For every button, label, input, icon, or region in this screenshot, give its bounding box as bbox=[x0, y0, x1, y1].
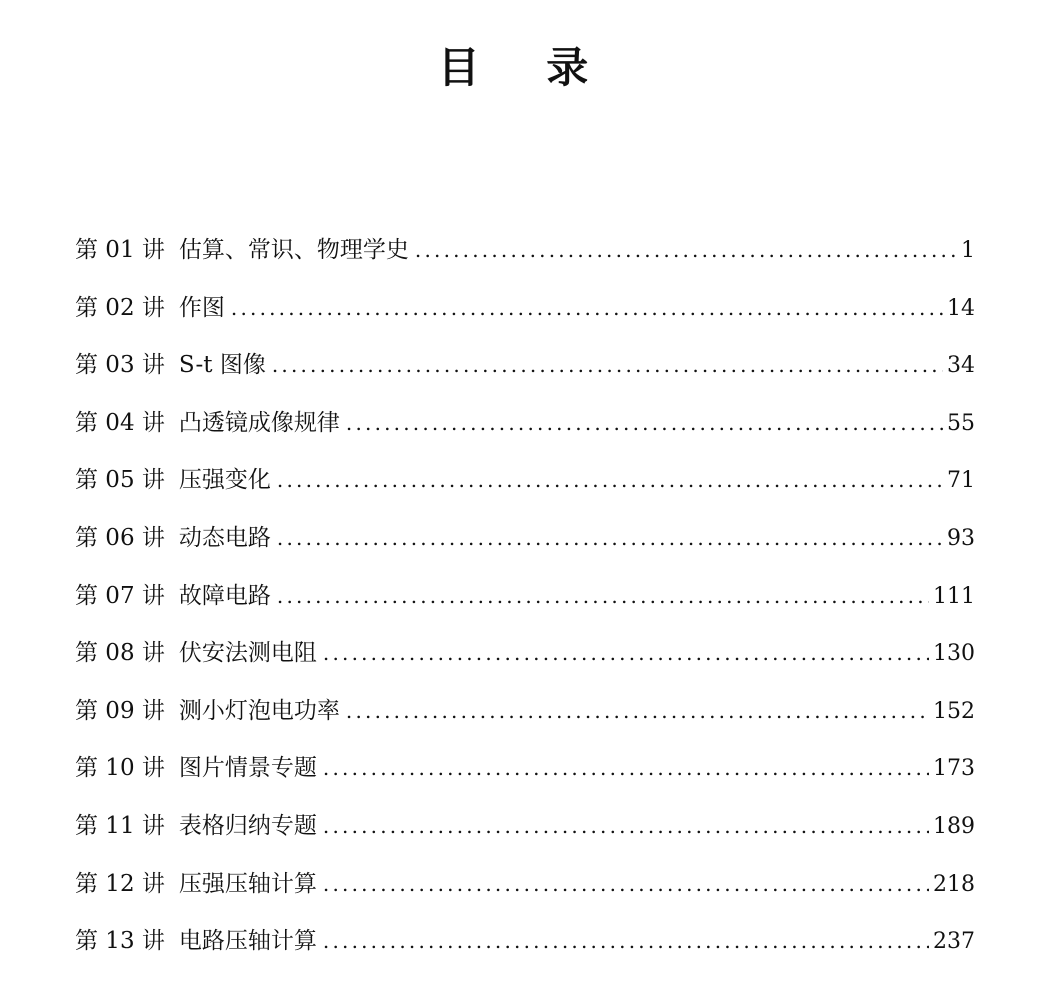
lecture-number: 第 09 讲 bbox=[75, 697, 165, 724]
toc-entry[interactable] bbox=[75, 913, 975, 971]
dot-leader bbox=[231, 280, 943, 338]
page-number: 111 bbox=[933, 583, 975, 609]
dot-leader bbox=[323, 798, 929, 856]
lecture-title: S-t 图像 bbox=[178, 352, 266, 379]
page-number: 93 bbox=[947, 525, 975, 551]
dot-leader bbox=[346, 395, 943, 453]
toc-entry[interactable] bbox=[75, 625, 975, 683]
lecture-title: 估算、常识、物理学史 bbox=[178, 237, 409, 263]
lecture-title: 作图 bbox=[178, 294, 225, 321]
page-number: 218 bbox=[933, 871, 975, 897]
lecture-number: 第 11 讲 bbox=[75, 812, 165, 839]
lecture-number: 第 05 讲 bbox=[75, 467, 165, 494]
toc-entry[interactable] bbox=[75, 395, 975, 453]
page-number: 55 bbox=[947, 410, 975, 436]
toc-entry[interactable] bbox=[75, 510, 975, 568]
dot-leader bbox=[323, 913, 929, 971]
lecture-title: 故障电路 bbox=[178, 582, 271, 609]
dot-leader bbox=[323, 740, 929, 798]
toc-entry[interactable] bbox=[75, 337, 975, 395]
toc-entry[interactable] bbox=[75, 798, 975, 856]
dot-leader bbox=[323, 856, 929, 914]
lecture-title: 测小灯泡电功率 bbox=[178, 697, 340, 724]
lecture-number: 第 07 讲 bbox=[75, 582, 165, 609]
page-number: 71 bbox=[947, 468, 975, 494]
lecture-title: 凸透镜成像规律 bbox=[178, 409, 340, 436]
toc-entry[interactable] bbox=[75, 222, 975, 280]
lecture-number: 第 13 讲 bbox=[75, 928, 165, 955]
page-number: 14 bbox=[947, 295, 975, 321]
lecture-number: 第 01 讲 bbox=[75, 237, 165, 263]
dot-leader bbox=[346, 683, 929, 741]
lecture-number: 第 06 讲 bbox=[75, 524, 165, 551]
toc-entry[interactable] bbox=[75, 452, 975, 510]
lecture-number: 第 04 讲 bbox=[75, 409, 165, 436]
lecture-number: 第 12 讲 bbox=[75, 870, 165, 897]
dot-leader bbox=[323, 625, 929, 683]
lecture-title: 图片情景专题 bbox=[178, 755, 317, 782]
lecture-title: 压强压轴计算 bbox=[178, 870, 317, 897]
dot-leader bbox=[277, 510, 943, 568]
lecture-title: 电路压轴计算 bbox=[178, 928, 317, 955]
lecture-title: 动态电路 bbox=[178, 524, 271, 551]
lecture-number: 第 08 讲 bbox=[75, 640, 165, 667]
lecture-number: 第 02 讲 bbox=[75, 294, 165, 321]
page-number: 237 bbox=[933, 929, 975, 955]
toc-entry[interactable] bbox=[75, 856, 975, 914]
page-number: 1 bbox=[961, 238, 975, 263]
dot-leader bbox=[272, 337, 943, 395]
page-number: 152 bbox=[933, 698, 975, 724]
toc-entry[interactable] bbox=[75, 280, 975, 338]
dot-leader bbox=[277, 568, 929, 626]
lecture-title: 伏安法测电阻 bbox=[178, 640, 317, 667]
dot-leader bbox=[415, 222, 957, 280]
lecture-title: 表格归纳专题 bbox=[178, 812, 317, 839]
lecture-number: 第 03 讲 bbox=[75, 352, 165, 379]
page-number: 34 bbox=[947, 353, 975, 379]
page-number: 173 bbox=[933, 756, 975, 782]
page-number: 189 bbox=[933, 813, 975, 839]
toc-entry[interactable] bbox=[75, 683, 975, 741]
page-number: 130 bbox=[933, 641, 975, 667]
toc-list bbox=[75, 222, 975, 971]
dot-leader bbox=[277, 452, 943, 510]
toc-entry[interactable] bbox=[75, 740, 975, 798]
lecture-number: 第 10 讲 bbox=[75, 755, 165, 782]
toc-entry[interactable] bbox=[75, 568, 975, 626]
page-title: 目 录 bbox=[437, 43, 615, 92]
lecture-title: 压强变化 bbox=[178, 467, 271, 494]
